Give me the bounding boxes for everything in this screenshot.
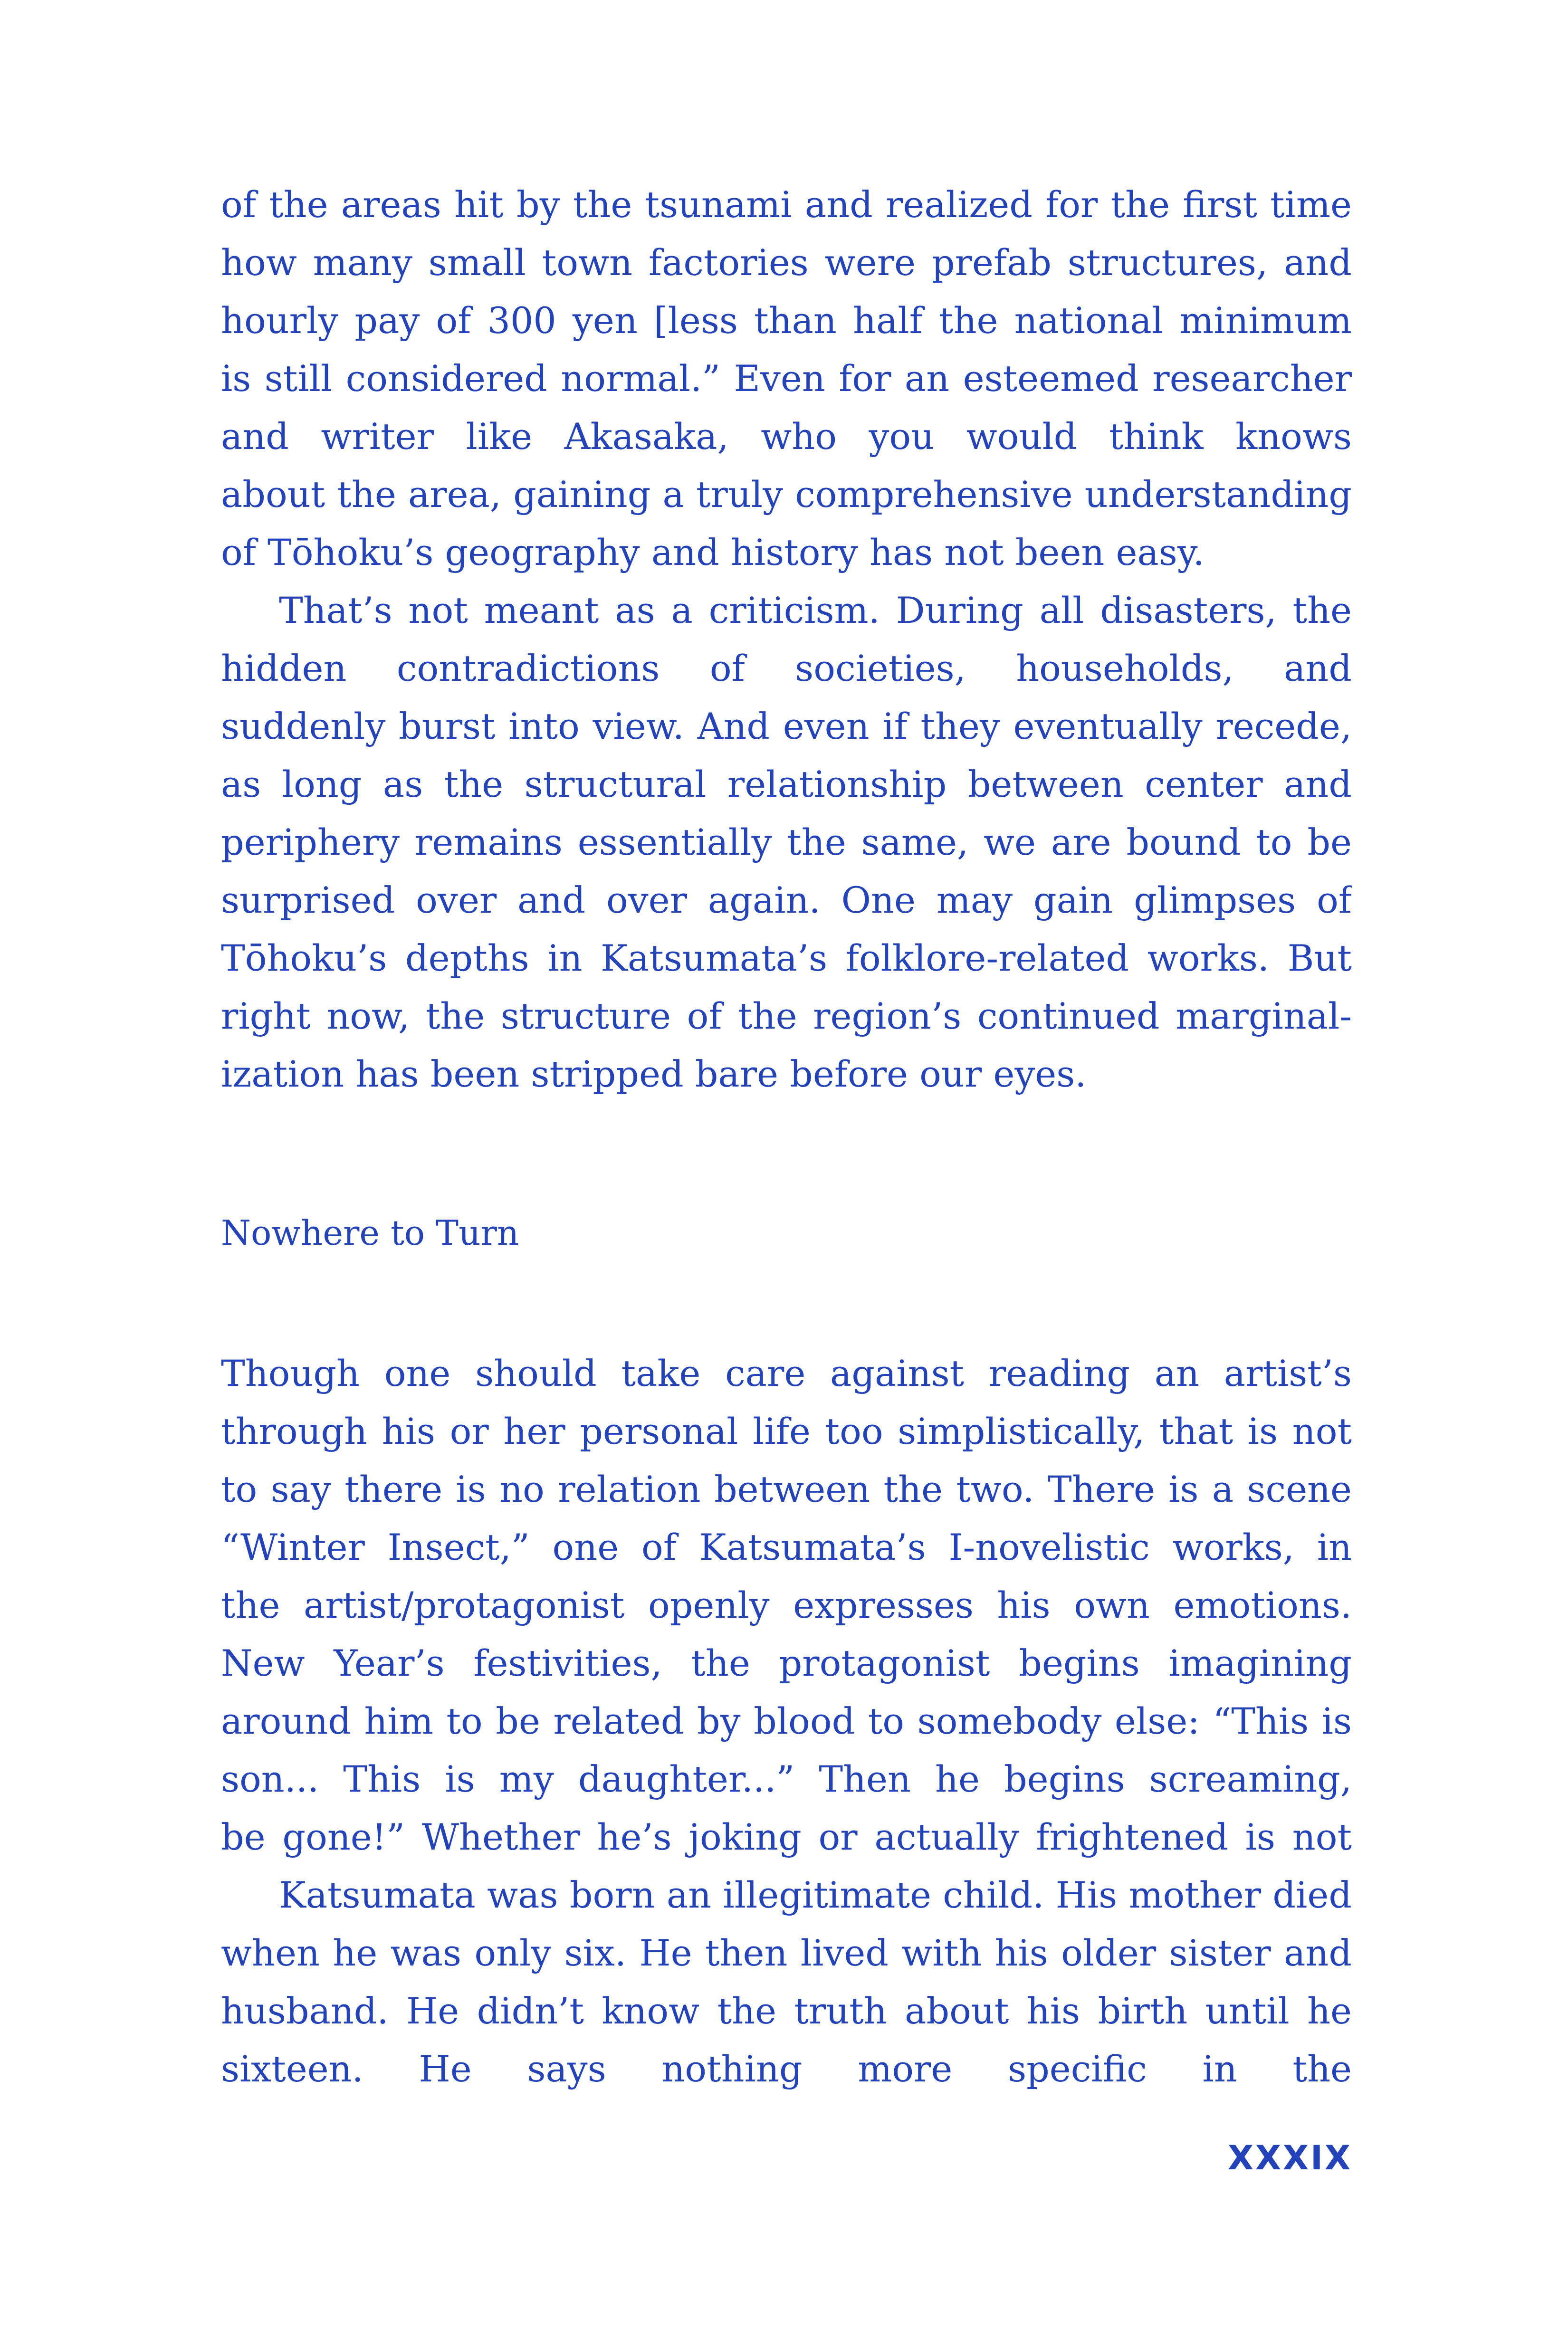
text-line: how many small town factories were prefab structures, and [221,241,1352,284]
text-line: as long as the structural relationship between center and [221,763,1352,805]
text-line: New Year’s festivities, the protagonist begins imagining [221,1642,1352,1684]
text-line: be gone!” Whether he’s joking or actually frightened is not [221,1816,1352,1858]
text-line: of the areas hit by the tsunami and realized for the first time [221,183,1352,226]
text-line: and writer like Akasaka, who you would think knows [221,415,1352,458]
paragraph-continued [221,176,1352,582]
text-line: through his or her personal life too simplistically, that is not [221,1410,1352,1452]
paragraph [221,1345,1352,1866]
text-line: suddenly burst into view. And even if they eventually recede, [221,705,1352,747]
text-line: ization has been stripped bare before our eyes. [221,1053,1087,1095]
text-line: husband. He didn’t know the truth about his birth until he [221,1990,1352,2032]
text-line: son... This is my daughter...” Then he begins screaming, [221,1758,1352,1800]
section-heading: Nowhere to Turn [221,1213,519,1253]
text-line: of Tōhoku’s geography and history has not been easy. [221,531,1205,573]
paragraph [221,582,1352,1103]
text-line: when he was only six. He then lived with his older sister and [221,1932,1352,1974]
text-line: about the area, gaining a truly comprehensive understanding [221,473,1352,515]
text-line: Though one should take care against reading an artist’s [221,1352,1352,1394]
text-line: That’s not meant as a criticism. During all disasters, the [279,589,1352,631]
text-line: sixteen. He says nothing more specific in the [221,2048,1352,2090]
text-line: the artist/protagonist openly expresses his own emotions. [221,1584,1352,1626]
text-line: Tōhoku’s depths in Katsumata’s folklore-related works. But [221,937,1352,979]
text-line: hidden contradictions of societies, households, and [221,647,1352,689]
text-line: periphery remains essentially the same, we are bound to be [221,821,1352,863]
text-line: Katsumata was born an illegitimate child. His mother died [279,1874,1352,1916]
page-number: XXXIX [1228,2138,1352,2177]
text-line: surprised over and over again. One may gain glimpses of [221,879,1352,921]
text-line: to say there is no relation between the two. There is a scene [221,1468,1352,1510]
text-line: right now, the structure of the region’s continued marginal- [221,995,1352,1037]
text-line: hourly pay of 300 yen [less than half the national minimum [221,299,1352,342]
text-line: is still considered normal.” Even for an esteemed researcher [221,357,1352,400]
text-line: “Winter Insect,” one of Katsumata’s I-novelistic works, in [221,1526,1352,1568]
text-line: around him to be related by blood to somebody else: “This is [221,1700,1352,1742]
paragraph [221,1866,1352,2098]
